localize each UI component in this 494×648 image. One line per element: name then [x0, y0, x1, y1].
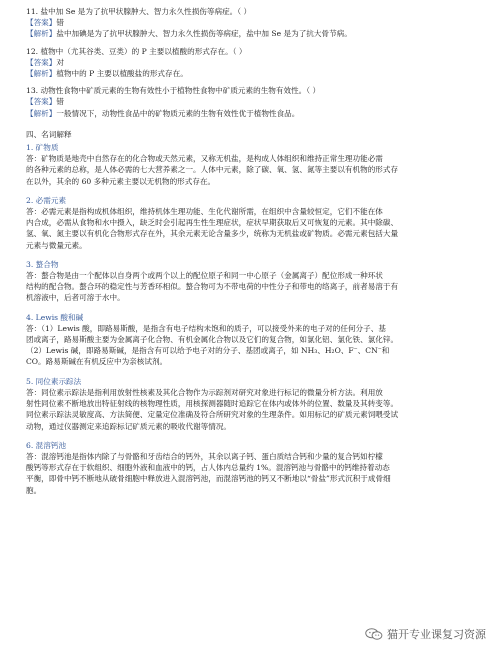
answer-value: 错 [56, 97, 64, 107]
question-12: 12. 植物中（尤其谷类、豆类）的 P 主要以植酸的形式存在。（ ） [26, 46, 247, 56]
answer-value: 错 [56, 18, 64, 28]
term-answer-line: 答：必需元素是指构成机体组织，维持机体生理功能、生化代谢所需，在组织中含量较恒定，它们不能在体 [26, 207, 383, 217]
term-answer-line: 答：螯合物是由一个配体以自身两个或两个以上的配位原子和同一中心原子（金属离子）配位形成一种环状 [26, 271, 383, 281]
question-13: 13. 动物性食物中矿质元素的生物有效性小于植物性食物中矿质元素的生物有效性。（ ） [26, 86, 321, 96]
wechat-icon [365, 628, 383, 640]
analysis-text: 盐中加碘是为了抗甲状腺肿大、智力永久性损伤等病症，盐中加 Se 是为了抗大骨节病。 [56, 29, 352, 39]
analysis-13 [26, 108, 468, 119]
watermark [365, 626, 486, 642]
answer-12 [26, 57, 468, 68]
term-answer-line: 的各种元素的总称，是人体必需的七大营养素之一。人体中元素，除了碳、氧、氢、氮等主要以有机物的形式存 [26, 165, 399, 175]
term-title: 2. 必需元素 [26, 195, 67, 205]
term-answer-line: 内合成，必需从食物和水中摄入，缺乏时会引起再生性生理症状，症状早期获取后又可恢复的元素。其中除碳、 [26, 218, 399, 228]
term-answer-line: （2）Lewis 碱，即路易斯碱，是指含有可以给予电子对的分子、基团或离子，如 NH₃、H₂O、F⁻、CN⁻和 [26, 346, 390, 356]
term-answer-line: 胞。 [26, 485, 42, 495]
answer-value: 对 [56, 57, 64, 67]
analysis-12 [26, 68, 468, 79]
term-answer-line: CO。路易斯碱在有机反应中为亲核试剂。 [26, 357, 168, 367]
analysis-tag: 【解析】 [26, 29, 57, 39]
term-answer-line: 氢、氧、氮主要以有机化合物形式存在外，其余元素无论含量多少，统称为无机盐或矿物质。必需元素包括大量 [26, 229, 399, 239]
term-answer-line: 机溶液中，后者可溶于水中。 [26, 293, 125, 303]
term-answer-line: 答：矿物质是地壳中自然存在的化合物或天然元素，又称无机盐，是构成人体组织和维持正常生理功能必需 [26, 154, 383, 164]
analysis-tag: 【解析】 [26, 108, 57, 118]
term-title: 5. 同位素示踪法 [26, 376, 82, 386]
analysis-text: 一般情况下，动物性食品中的矿物质元素的生物有效性优于植物性食品。 [56, 108, 300, 118]
term-answer-line: 在以外，其余的 60 多种元素主要以无机物的形式存在。 [26, 176, 216, 186]
term-answer-line: 同位素示踪法灵敏度高、方法简便、定量定位准确及符合所研究对象的生理条件。如用标记的矿质元素饲喂受试 [26, 410, 399, 420]
analysis-tag: 【解析】 [26, 69, 57, 79]
term-answer-line: 平衡，即骨中钙不断地从破骨细胞中释放进入混溶钙池，而混溶钙池的钙又不断地以“骨盐”形式沉积于成骨细 [26, 474, 391, 484]
term-answer-line: 答：同位素示踪法是指利用放射性核素及其化合物作为示踪剂对研究对象进行标记的微量分析方法。利用放 [26, 387, 383, 397]
answer-tag: 【答案】 [26, 97, 57, 107]
answer-tag: 【答案】 [26, 18, 57, 28]
term-title: 3. 螯合物 [26, 259, 59, 269]
term-answer-line: 答：混溶钙池是指体内除了与骨骼和牙齿结合的钙外，其余以离子钙、蛋白质结合钙和少量的复合钙如柠檬 [26, 451, 383, 461]
answer-11 [26, 17, 468, 28]
term-answer-line: 动物，通过仪器测定来追踪标记矿质元素的吸收代谢等情况。 [26, 421, 232, 431]
term-title: 1. 矿物质 [26, 143, 59, 153]
term-answer-line: 酸钙等形式存在于软组织、细胞外液和血液中的钙，占人体内总量约 1%。混溶钙池与骨骼中的钙维持着动态 [26, 463, 390, 473]
answer-13 [26, 96, 468, 107]
analysis-11 [26, 28, 468, 39]
term-answer-line: 团或离子，路易斯酸主要为金属离子化合物、有机金属化合物以及它们的复合物，如氯化铝、氯化铁、氯化锌。 [26, 335, 399, 345]
question-11: 11. 盐中加 Se 是为了抗甲状腺肿大、智力永久性损伤等病症。（ ） [26, 7, 252, 16]
term-answer-line: 射性同位素不断地放出特征射线的核物理性质，用核探测器随时追踪它在体内或体外的位置、数量及其转变等。 [26, 399, 399, 409]
term-answer-line: 结构的配合物。螯合环的稳定性与芳香环相似。螯合物可为不带电荷的中性分子和带电的络离子，前者易溶于有 [26, 282, 399, 292]
section-title: 四、名词解释 [26, 129, 72, 139]
answer-tag: 【答案】 [26, 57, 57, 67]
term-title: 6. 混溶钙池 [26, 440, 67, 450]
term-answer-line: 答：（1）Lewis 酸，即路易斯酸，是指含有电子结构未饱和的质子，可以接受外来的电子对的任何分子、基 [26, 323, 386, 333]
analysis-text: 植物中的 P 主要以植酸盐的形式存在。 [56, 69, 188, 79]
term-answer-line: 元素与微量元素。 [26, 240, 87, 250]
watermark-text: 猫开专业课复习资源 [387, 628, 486, 641]
term-title: 4. Lewis 酸和碱 [26, 312, 84, 322]
